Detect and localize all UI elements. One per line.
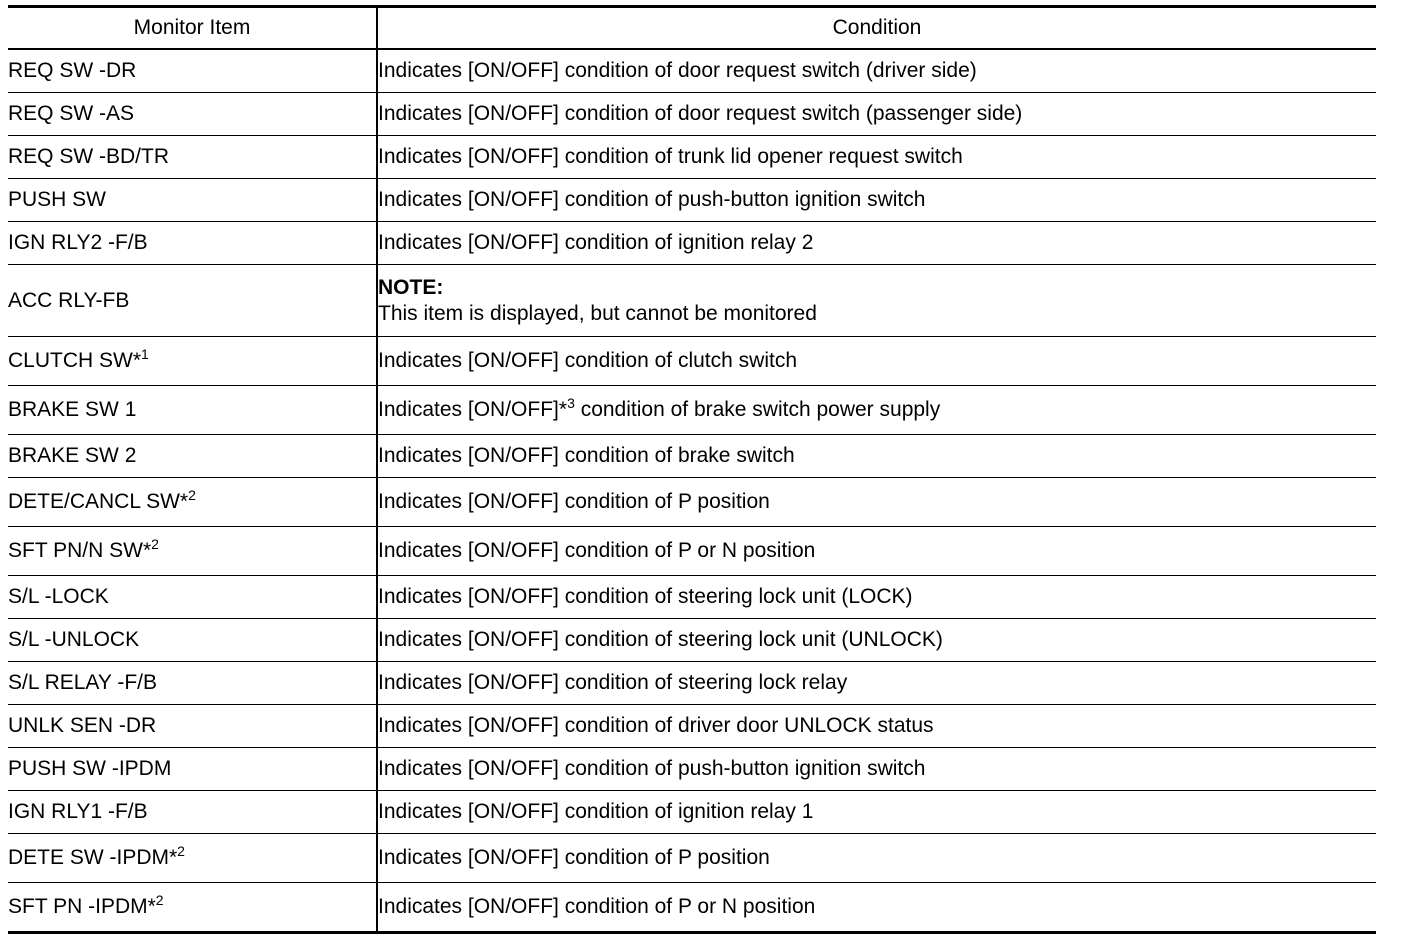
condition-text: condition of brake switch power supply xyxy=(574,398,941,422)
monitor-item-cell: REQ SW -BD/TR xyxy=(8,136,377,179)
table-header-row xyxy=(8,7,1376,50)
condition-cell: Indicates [ON/OFF] condition of door request switch (passenger side) xyxy=(377,93,1376,136)
monitor-item-text: SFT PN/N SW* xyxy=(8,539,152,563)
condition-cell: Indicates [ON/OFF] condition of P or N position xyxy=(377,883,1376,933)
table-row xyxy=(8,662,1376,705)
monitor-item-cell xyxy=(8,527,377,576)
condition-cell: Indicates [ON/OFF] condition of push-button ignition switch xyxy=(377,748,1376,791)
monitor-item-text: SFT PN -IPDM* xyxy=(8,895,156,919)
monitor-item-text: DETE/CANCL SW* xyxy=(8,490,189,514)
monitor-item-cell: PUSH SW xyxy=(8,179,377,222)
table-row xyxy=(8,265,1376,337)
condition-cell xyxy=(377,265,1376,337)
monitor-item-text: DETE SW -IPDM* xyxy=(8,846,178,870)
condition-cell: Indicates [ON/OFF] condition of steering lock relay xyxy=(377,662,1376,705)
table-row xyxy=(8,883,1376,933)
table-row xyxy=(8,386,1376,435)
monitor-item-cell: IGN RLY1 -F/B xyxy=(8,791,377,834)
table-row xyxy=(8,179,1376,222)
monitor-item-table xyxy=(8,5,1376,934)
monitor-item-cell: S/L -UNLOCK xyxy=(8,619,377,662)
table-row xyxy=(8,527,1376,576)
table-row xyxy=(8,619,1376,662)
footnote-marker: 1 xyxy=(141,346,149,363)
monitor-item-cell xyxy=(8,883,377,933)
condition-cell xyxy=(377,386,1376,435)
condition-cell: Indicates [ON/OFF] condition of P position xyxy=(377,478,1376,527)
condition-cell: Indicates [ON/OFF] condition of ignition relay 1 xyxy=(377,791,1376,834)
table-row xyxy=(8,337,1376,386)
footnote-marker: 2 xyxy=(177,843,185,860)
table-row xyxy=(8,136,1376,179)
monitor-item-cell xyxy=(8,478,377,527)
table-row xyxy=(8,576,1376,619)
monitor-item-cell: REQ SW -AS xyxy=(8,93,377,136)
condition-cell: Indicates [ON/OFF] condition of steering lock unit (UNLOCK) xyxy=(377,619,1376,662)
footnote-marker: 2 xyxy=(188,487,196,504)
condition-cell: Indicates [ON/OFF] condition of driver door UNLOCK status xyxy=(377,705,1376,748)
table-row xyxy=(8,49,1376,93)
condition-cell: Indicates [ON/OFF] condition of brake switch xyxy=(377,435,1376,478)
header-condition: Condition xyxy=(377,7,1376,50)
monitor-item-cell: S/L RELAY -F/B xyxy=(8,662,377,705)
note-title: NOTE: xyxy=(378,276,444,300)
monitor-item-cell: S/L -LOCK xyxy=(8,576,377,619)
monitor-item-text: CLUTCH SW* xyxy=(8,349,142,373)
table-row xyxy=(8,222,1376,265)
table-row xyxy=(8,93,1376,136)
condition-cell: Indicates [ON/OFF] condition of P or N position xyxy=(377,527,1376,576)
footnote-marker: 2 xyxy=(151,536,159,553)
monitor-item-cell: UNLK SEN -DR xyxy=(8,705,377,748)
condition-cell: Indicates [ON/OFF] condition of clutch switch xyxy=(377,337,1376,386)
monitor-item-cell xyxy=(8,834,377,883)
table-row xyxy=(8,478,1376,527)
condition-cell: Indicates [ON/OFF] condition of steering lock unit (LOCK) xyxy=(377,576,1376,619)
condition-cell: Indicates [ON/OFF] condition of trunk lid opener request switch xyxy=(377,136,1376,179)
monitor-item-cell: REQ SW -DR xyxy=(8,49,377,93)
table-row xyxy=(8,705,1376,748)
footnote-marker: 3 xyxy=(567,395,575,412)
header-monitor-item: Monitor Item xyxy=(8,7,377,50)
monitor-item-cell: ACC RLY-FB xyxy=(8,265,377,337)
table-row xyxy=(8,748,1376,791)
monitor-item-cell: BRAKE SW 1 xyxy=(8,386,377,435)
monitor-item-cell xyxy=(8,337,377,386)
condition-cell: Indicates [ON/OFF] condition of P position xyxy=(377,834,1376,883)
note-text: This item is displayed, but cannot be monitored xyxy=(378,301,817,325)
monitor-item-cell: IGN RLY2 -F/B xyxy=(8,222,377,265)
monitor-item-cell: BRAKE SW 2 xyxy=(8,435,377,478)
condition-cell: Indicates [ON/OFF] condition of ignition relay 2 xyxy=(377,222,1376,265)
condition-cell: Indicates [ON/OFF] condition of push-button ignition switch xyxy=(377,179,1376,222)
footnote-marker: 2 xyxy=(155,892,164,909)
table-row xyxy=(8,791,1376,834)
table-row xyxy=(8,435,1376,478)
table-row xyxy=(8,834,1376,883)
condition-cell: Indicates [ON/OFF] condition of door request switch (driver side) xyxy=(377,49,1376,93)
monitor-item-cell: PUSH SW -IPDM xyxy=(8,748,377,791)
condition-text: Indicates [ON/OFF]* xyxy=(378,398,568,422)
